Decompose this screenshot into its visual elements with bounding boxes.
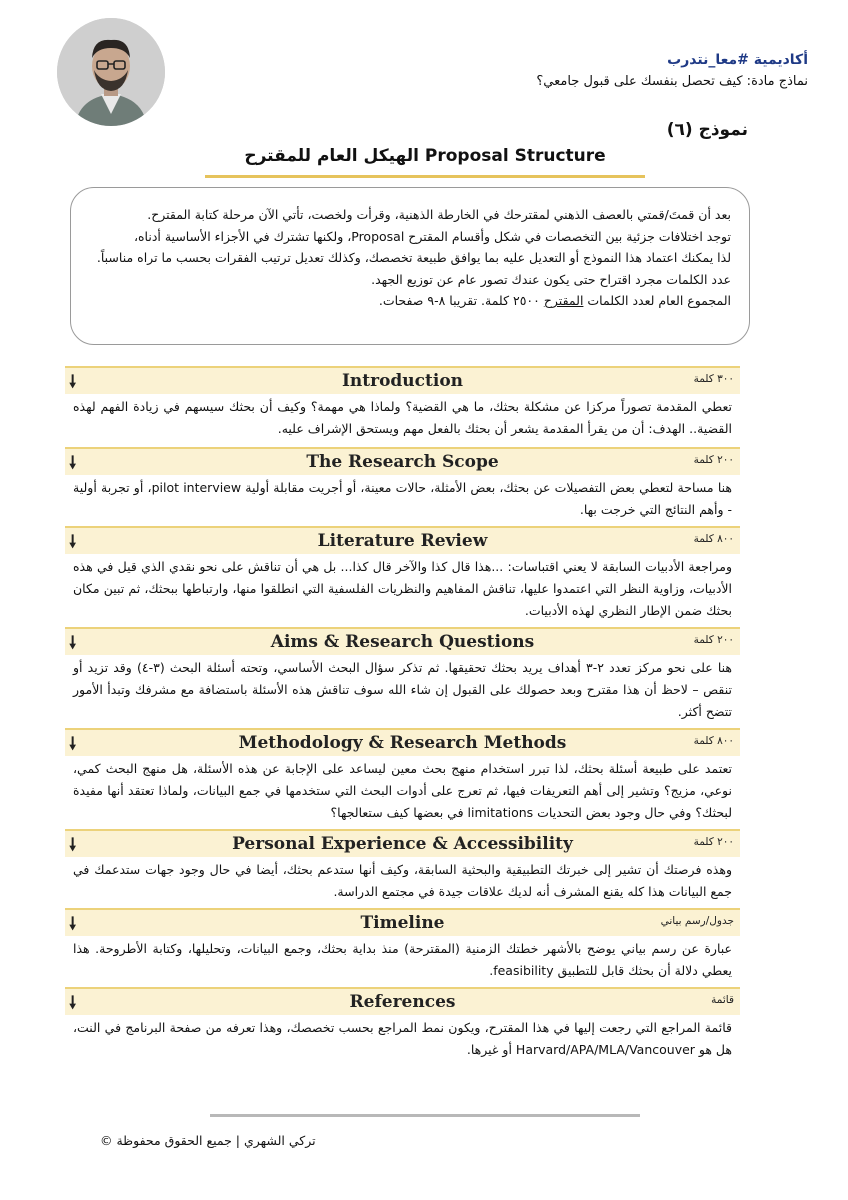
section-title: References xyxy=(349,992,456,1012)
section-title: Timeline xyxy=(360,913,445,933)
section-text: وهذه فرصتك أن تشير إلى خبرتك التطبيقية والبحثية السابقة، وكيف أنها ستدعم بحثك، أيضا في حال وجود جهات ستدعمك في جمع البيانات هذا كله يقنع المشرف أنه لديك علاقات جيدة في مجتمع الدراسة. xyxy=(73,862,732,899)
down-arrow-icon: 🠗 xyxy=(69,453,77,473)
word-count: قائمة xyxy=(711,994,734,1006)
word-count: ٢٠٠ كلمة xyxy=(693,836,734,848)
section-text: هنا مساحة لتعطي بعض التفصيلات عن بحثك، بعض الأمثلة، حالات معينة، أو أجريت مقابلة أولية pilot interview، أو تجربة أولية - وأهم النتائج التي خرجت بها. xyxy=(73,480,732,517)
word-count: ٨٠٠ كلمة xyxy=(693,735,734,747)
word-count: ٣٠٠ كلمة xyxy=(693,373,734,385)
intro-line: توجد اختلافات جزئية بين التخصصات في شكل وأقسام المقترح Proposal، ولكنها تشترك في الأجزاء الأساسية أدناه، xyxy=(133,228,731,244)
section-text: هنا على نحو مركز تعدد ٢-٣ أهداف يريد بحثك تحقيقها. ثم تذكر سؤال البحث الأساسي، وتحته أسئلة البحث (٣-٤) وقد تزيد أو تنقص – لاحظ أن هذا مقترح وبعد حصولك على القبول إن شاء الله سوف تناقش هذه الأسئلة باستضافة مع مشرفك وتبدأ الأمور تتضح أكثر. xyxy=(73,660,733,719)
brand-block xyxy=(536,52,808,89)
brand-name: أكاديمية #معا_نتدرب xyxy=(667,52,808,68)
section-title: Aims & Research Questions xyxy=(270,632,535,652)
intro-total-post: ٢٥٠٠ كلمة. تقريبا ٨-٩ صفحات. xyxy=(378,293,544,308)
down-arrow-icon: 🠗 xyxy=(69,532,77,552)
intro-line: عدد الكلمات مجرد اقتراح حتى يكون عندك تصور عام عن توزيع الجهد. xyxy=(371,271,731,287)
down-arrow-icon: 🠗 xyxy=(69,914,77,934)
word-count: ٢٠٠ كلمة xyxy=(693,634,734,646)
course-subtitle: نماذج مادة: كيف تحصل بنفسك على قبول جامعي؟ xyxy=(536,74,808,89)
section-text: تعطي المقدمة تصوراً مركزا عن مشكلة بحثك، ما هي القضية؟ ولماذا هي مهمة؟ وكيف أن بحثك سيسهم في زيادة الفهم لهذه القضية.. الهدف: أن من يقرأ المقدمة يشعر أن بحثك بالفعل مهم ويستحق الإشراف عليه. xyxy=(73,399,732,436)
intro-line: لذا يمكنك اعتماد هذا النموذج أو التعديل عليه بما يوافق طبيعة تخصصك، وكذلك تعديل ترتيب الفقرات بحسب ما تراه مناسباً. xyxy=(96,250,731,265)
section-introduction xyxy=(65,366,740,440)
section-timeline xyxy=(65,908,740,982)
section-methodology xyxy=(65,728,740,824)
word-count: ٨٠٠ كلمة xyxy=(693,533,734,545)
page-title: الهيكل العام للمقترح Proposal Structure xyxy=(244,146,606,166)
section-title: Personal Experience & Accessibility xyxy=(232,834,573,854)
section-header xyxy=(65,447,740,475)
avatar-portrait-icon xyxy=(57,18,165,126)
section-aims-questions xyxy=(65,627,740,723)
section-header xyxy=(65,987,740,1015)
section-references xyxy=(65,987,740,1061)
footer-copyright: تركي الشهري | جميع الحقوق محفوظة © xyxy=(100,1133,316,1148)
section-title: The Research Scope xyxy=(306,452,499,472)
intro-total-underlined: المقترح xyxy=(543,293,584,308)
section-title: Literature Review xyxy=(317,531,488,551)
section-text: قائمة المراجع التي رجعت إليها في هذا المقترح، ويكون نمط المراجع بحسب تخصصك، وهذا تعرفه من صفحة البرنامج في النت، هل هو Harvard/APA/MLA/Vancouver أو غيرها. xyxy=(73,1020,732,1057)
section-text: عبارة عن رسم بياني يوضح بالأشهر خطتك الزمنية (المقترحة) منذ بداية بحثك، وجمع البيانات، وتحليلها، وكتابة الأطروحة. هذا يعطي دلالة أن بحثك قابل للتطبيق feasibility. xyxy=(73,941,732,978)
model-label: نموذج (٦) xyxy=(666,120,748,140)
intro-total-line xyxy=(89,290,731,312)
down-arrow-icon: 🠗 xyxy=(69,835,77,855)
section-header xyxy=(65,366,740,394)
section-header xyxy=(65,627,740,655)
section-title: Introduction xyxy=(341,371,464,391)
section-research-scope xyxy=(65,447,740,521)
section-header xyxy=(65,829,740,857)
section-title: Methodology & Research Methods xyxy=(238,733,567,753)
down-arrow-icon: 🠗 xyxy=(69,633,77,653)
section-header xyxy=(65,728,740,756)
section-header xyxy=(65,908,740,936)
down-arrow-icon: 🠗 xyxy=(69,993,77,1013)
intro-box xyxy=(70,187,750,345)
word-count: ٢٠٠ كلمة xyxy=(693,454,734,466)
section-literature-review xyxy=(65,526,740,622)
footer-divider xyxy=(210,1114,640,1117)
title-underline xyxy=(205,175,645,178)
section-header xyxy=(65,526,740,554)
intro-line: بعد أن قمتَ/قمتي بالعصف الذهني لمقترحك في الخارطة الذهنية، وقرأت ولخصت، تأتي الآن مرحلة كتابة المقترح. xyxy=(147,207,731,222)
section-text: تعتمد على طبيعة أسئلة بحثك، لذا تبرر استخدام منهج بحث معين ليساعد على الإجابة عن هذه الأسئلة، هل منهج البحث كمي، نوعي، مزيج؟ وتشير إلى أهم التعريفات فيها، ثم تعرج على أدوات البحث التي ستخدمها في جمع البيانات، ولماذا تعتقد أنها مفيدة لبحثك؟ وفي حال وجود بعض التحديات limitations في بعضها كيف ستعالجها؟ xyxy=(73,761,732,820)
section-text: ومراجعة الأدبيات السابقة لا يعني اقتباسات: ...هذا قال كذا والآخر قال كذا... بل هي أن تناقش على نحو نقدي الذي قيل في هذه الأدبيات، وزاوية النظر التي اعتمدوا عليها، تناقش المفاهيم والنظريات الفلسفية التي انطلقوا منها، وارتباطها ببحثك، ثم تبين مكان بحثك ضمن الإطار النظري لهذه الأدبيات. xyxy=(73,559,732,618)
down-arrow-icon: 🠗 xyxy=(69,372,77,392)
word-count: جدول/رسم بياني xyxy=(660,915,734,927)
author-avatar xyxy=(57,18,165,126)
intro-total-pre: المجموع العام لعدد الكلمات xyxy=(583,293,731,308)
section-personal-experience xyxy=(65,829,740,903)
down-arrow-icon: 🠗 xyxy=(69,734,77,754)
